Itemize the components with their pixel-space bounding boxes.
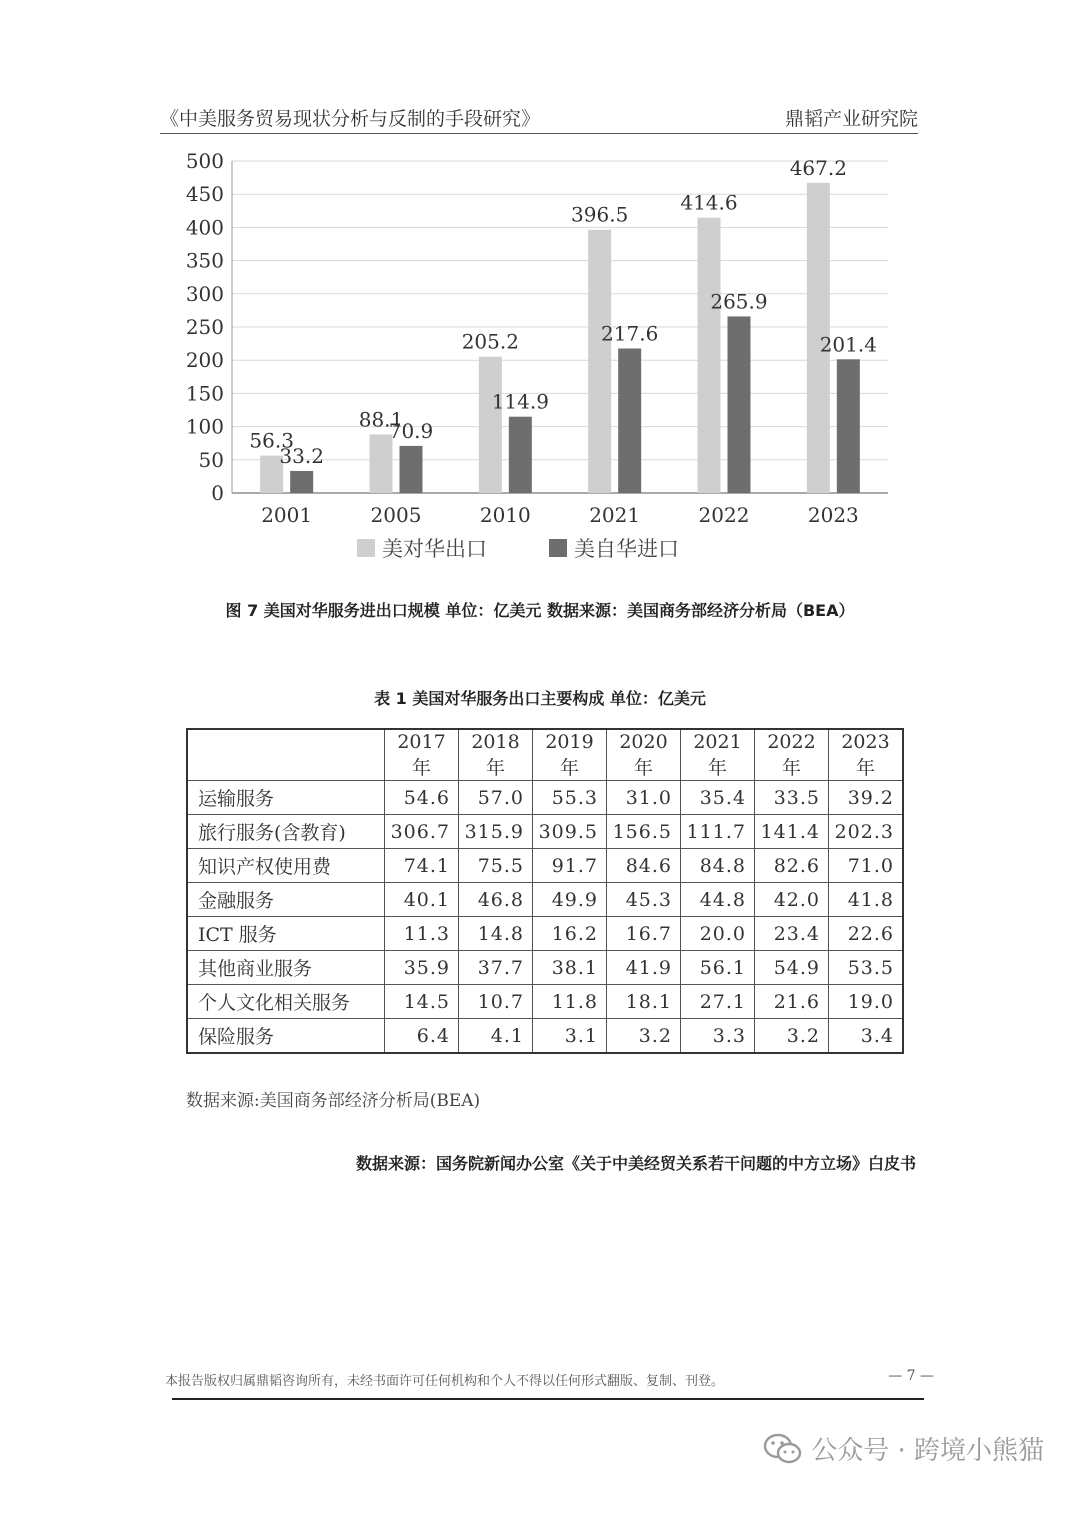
- table-cell: 16.7: [607, 917, 681, 951]
- bar-chart: [0, 0, 1080, 580]
- legend-label: 美自华进口: [574, 537, 679, 561]
- table-cell: 35.9: [385, 951, 459, 985]
- page-number: — 7 —: [888, 1368, 934, 1384]
- column-header: 2022 年: [755, 729, 829, 781]
- table-cell: 6.4: [385, 1019, 459, 1054]
- bar: [509, 417, 532, 493]
- table-cell: 54.9: [755, 951, 829, 985]
- table-cell: 10.7: [459, 985, 533, 1019]
- table-cell: 57.0: [459, 781, 533, 815]
- table-cell: 11.8: [533, 985, 607, 1019]
- table-cell: 91.7: [533, 849, 607, 883]
- table-cell: 54.6: [385, 781, 459, 815]
- y-tick-label: 250: [185, 315, 224, 339]
- bar: [837, 359, 860, 493]
- y-tick-label: 100: [185, 414, 224, 439]
- table-row: [187, 849, 903, 883]
- x-tick-label: 2021: [589, 503, 641, 527]
- table-cell: 45.3: [607, 883, 681, 917]
- row-label: 金融服务: [187, 883, 385, 917]
- table-cell: 18.1: [607, 985, 681, 1019]
- data-label: 467.2: [789, 155, 847, 180]
- y-tick-label: 50: [198, 447, 224, 472]
- table-cell: 56.1: [681, 951, 755, 985]
- table-row: [187, 951, 903, 985]
- table-cell: 202.3: [829, 815, 904, 849]
- data-label: 414.6: [680, 190, 738, 215]
- table-cell: 21.6: [755, 985, 829, 1019]
- table-cell: 49.9: [533, 883, 607, 917]
- bar: [479, 357, 502, 493]
- y-tick-label: 150: [185, 381, 224, 406]
- table-cell: 75.5: [459, 849, 533, 883]
- copyright-notice: 本报告版权归属鼎韬咨询所有，未经书面许可任何机构和个人不得以任何形式翻版、复制、刊登。: [165, 1374, 725, 1389]
- table-row: [187, 985, 903, 1019]
- column-header: 2019 年: [533, 729, 607, 781]
- legend-swatch: [549, 539, 567, 557]
- row-label: 运输服务: [187, 781, 385, 815]
- table-cell: 33.5: [755, 781, 829, 815]
- table-cell: 41.9: [607, 951, 681, 985]
- x-tick-label: 2023: [807, 503, 859, 527]
- table-cell: 42.0: [755, 883, 829, 917]
- table-cell: 39.2: [829, 781, 904, 815]
- wechat-icon: [763, 1433, 803, 1465]
- row-label: 知识产权使用费: [187, 849, 385, 883]
- table-cell: 37.7: [459, 951, 533, 985]
- data-label: 396.5: [571, 202, 629, 227]
- bar: [400, 446, 423, 493]
- table-cell: 3.2: [755, 1019, 829, 1054]
- y-tick-label: 350: [185, 248, 224, 273]
- table-header-row: [187, 729, 903, 781]
- table-cell: 84.8: [681, 849, 755, 883]
- column-header: 2020 年: [607, 729, 681, 781]
- table-cell: 35.4: [681, 781, 755, 815]
- table-cell: 306.7: [385, 815, 459, 849]
- bar: [290, 471, 313, 493]
- row-label: 保险服务: [187, 1019, 385, 1054]
- row-label: 个人文化相关服务: [187, 985, 385, 1019]
- table-cell: 11.3: [385, 917, 459, 951]
- export-composition-table: [186, 728, 904, 1054]
- row-label: 其他商业服务: [187, 951, 385, 985]
- table-cell: 84.6: [607, 849, 681, 883]
- row-label: ICT 服务: [187, 917, 385, 951]
- table-cell: 38.1: [533, 951, 607, 985]
- data-label: 217.6: [601, 321, 659, 346]
- column-header: 2017 年: [385, 729, 459, 781]
- x-tick-label: 2010: [479, 503, 531, 527]
- data-label: 265.9: [710, 289, 768, 314]
- x-tick-label: 2005: [370, 503, 422, 527]
- data-label: 70.9: [388, 418, 434, 443]
- table-cell: 315.9: [459, 815, 533, 849]
- legend-label: 美对华出口: [382, 537, 487, 561]
- table-cell: 20.0: [681, 917, 755, 951]
- table-cell: 4.1: [459, 1019, 533, 1054]
- watermark: [763, 1430, 1044, 1467]
- figure-caption: 图 7 美国对华服务进出口规模 单位：亿美元 数据来源：美国商务部经济分析局（BEA）: [225, 601, 855, 620]
- table-row: [187, 1019, 903, 1054]
- document-source-note: 数据来源：国务院新闻办公室《关于中美经贸关系若干问题的中方立场》白皮书: [355, 1154, 916, 1173]
- column-header: 2018 年: [459, 729, 533, 781]
- data-label: 56.3: [249, 428, 294, 453]
- bar: [370, 435, 393, 493]
- table-cell: 46.8: [459, 883, 533, 917]
- publisher-name: 鼎韬产业研究院: [784, 108, 918, 130]
- document-title: 《中美服务贸易现状分析与反制的手段研究》: [160, 108, 541, 130]
- y-tick-label: 400: [185, 215, 224, 240]
- table-cell: 40.1: [385, 883, 459, 917]
- table-cell: 53.5: [829, 951, 904, 985]
- table-row: [187, 781, 903, 815]
- legend-swatch: [357, 539, 375, 557]
- table-cell: 55.3: [533, 781, 607, 815]
- data-label: 33.2: [279, 443, 324, 468]
- data-label: 201.4: [819, 332, 877, 357]
- bar: [588, 230, 611, 493]
- column-header: 2023 年: [829, 729, 904, 781]
- table-row: [187, 815, 903, 849]
- y-tick-label: 200: [185, 348, 224, 373]
- bar: [728, 316, 751, 493]
- table-cell: 14.8: [459, 917, 533, 951]
- table-cell: 19.0: [829, 985, 904, 1019]
- y-tick-label: 300: [185, 281, 224, 306]
- y-tick-label: 500: [185, 149, 224, 173]
- table-cell: 22.6: [829, 917, 904, 951]
- table-cell: 27.1: [681, 985, 755, 1019]
- data-label: 88.1: [358, 407, 404, 432]
- table-cell: 41.8: [829, 883, 904, 917]
- data-label: 114.9: [491, 389, 549, 414]
- table-cell: 3.4: [829, 1019, 904, 1054]
- x-tick-label: 2022: [698, 503, 750, 527]
- table-cell: 74.1: [385, 849, 459, 883]
- table-row: [187, 883, 903, 917]
- table-cell: 3.1: [533, 1019, 607, 1054]
- table-cell: 16.2: [533, 917, 607, 951]
- x-tick-label: 2001: [261, 503, 313, 527]
- table-cell: 156.5: [607, 815, 681, 849]
- bar: [698, 218, 721, 493]
- table-cell: 3.2: [607, 1019, 681, 1054]
- table-cell: 23.4: [755, 917, 829, 951]
- y-tick-label: 0: [211, 481, 224, 505]
- watermark-text: 公众号 · 跨境小熊猫: [811, 1436, 1044, 1466]
- table-corner-cell: [187, 729, 385, 781]
- table-cell: 31.0: [607, 781, 681, 815]
- row-label: 旅行服务(含教育): [187, 815, 385, 849]
- table-cell: 82.6: [755, 849, 829, 883]
- table-cell: 141.4: [755, 815, 829, 849]
- table-cell: 44.8: [681, 883, 755, 917]
- table-source-note: 数据来源:美国商务部经济分析局(BEA): [186, 1091, 481, 1111]
- bar: [618, 349, 641, 493]
- table-title: 表 1 美国对华服务出口主要构成 单位：亿美元: [374, 689, 706, 708]
- table-cell: 3.3: [681, 1019, 755, 1054]
- table-cell: 111.7: [681, 815, 755, 849]
- table-row: [187, 917, 903, 951]
- table-cell: 309.5: [533, 815, 607, 849]
- table-cell: 71.0: [829, 849, 904, 883]
- column-header: 2021 年: [681, 729, 755, 781]
- table-cell: 14.5: [385, 985, 459, 1019]
- footer-divider: [172, 1398, 924, 1400]
- data-label: 205.2: [461, 329, 519, 354]
- y-tick-label: 450: [185, 182, 224, 207]
